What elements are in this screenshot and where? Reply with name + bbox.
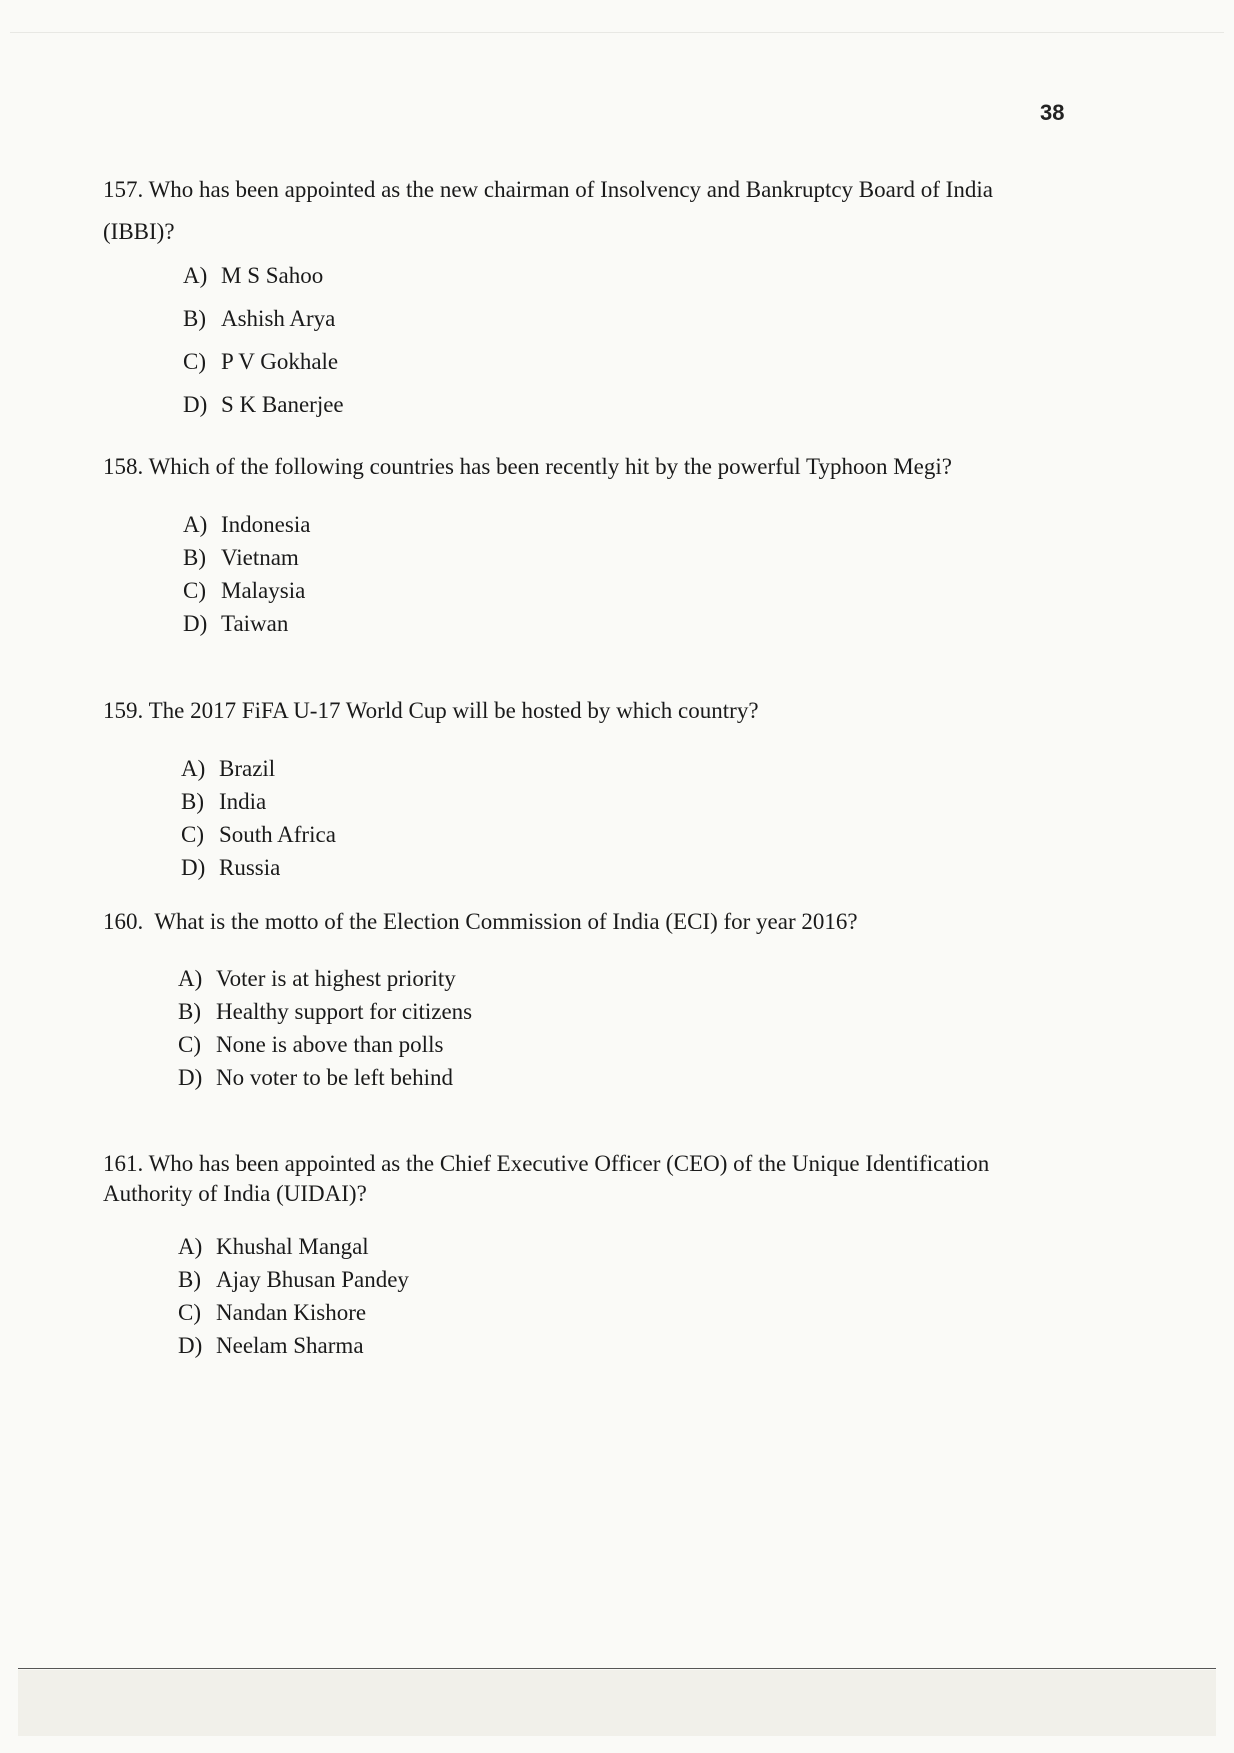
option-text: P V Gokhale	[221, 349, 339, 374]
option-a	[183, 263, 323, 289]
option-b	[181, 789, 266, 815]
option-a	[183, 512, 310, 538]
option-d	[178, 1333, 364, 1359]
option-letter: A)	[178, 1234, 203, 1259]
option-letter: D)	[183, 392, 208, 417]
option-b	[178, 1267, 409, 1293]
option-letter: C)	[178, 1300, 201, 1325]
option-letter: B)	[183, 306, 206, 331]
option-letter: B)	[183, 545, 206, 570]
option-text: Neelam Sharma	[216, 1333, 364, 1358]
option-text: Russia	[219, 855, 281, 880]
option-text: Malaysia	[221, 578, 306, 603]
question-text: 157. Who has been appointed as the new chairman of Insolvency and Bankruptcy Board of India	[103, 177, 993, 202]
option-c	[183, 349, 338, 375]
footer-band	[18, 1670, 1216, 1736]
option-text: Healthy support for citizens	[216, 999, 473, 1024]
question-text-continued: Authority of India (UIDAI)?	[103, 1181, 367, 1206]
option-letter: B)	[181, 789, 204, 814]
option-d	[183, 611, 288, 637]
option-letter: D)	[178, 1333, 203, 1358]
option-text: South Africa	[219, 822, 336, 847]
option-text: Vietnam	[221, 545, 299, 570]
question-text: 161. Who has been appointed as the Chief Executive Officer (CEO) of the Unique Identification	[103, 1151, 990, 1176]
option-d	[183, 392, 344, 418]
option-letter: B)	[178, 999, 201, 1024]
option-a	[181, 756, 275, 782]
option-letter: C)	[181, 822, 204, 847]
option-c	[181, 822, 336, 848]
question-text: 160. What is the motto of the Election Commission of India (ECI) for year 2016?	[103, 909, 858, 934]
option-text: India	[219, 789, 267, 814]
option-letter: B)	[178, 1267, 201, 1292]
option-b	[183, 306, 335, 332]
option-text: Taiwan	[221, 611, 289, 636]
option-text: Voter is at highest priority	[216, 966, 456, 991]
option-text: Khushal Mangal	[216, 1234, 369, 1259]
option-d	[178, 1065, 453, 1091]
option-text: M S Sahoo	[221, 263, 324, 288]
option-text: Ashish Arya	[221, 306, 336, 331]
option-letter: A)	[183, 512, 208, 537]
option-c	[178, 1300, 366, 1326]
option-d	[181, 855, 280, 881]
option-text: None is above than polls	[216, 1032, 444, 1057]
bottom-divider	[18, 1668, 1216, 1669]
option-letter: A)	[178, 966, 203, 991]
question-text: 159. The 2017 FiFA U-17 World Cup will be hosted by which country?	[103, 698, 759, 723]
option-text: Nandan Kishore	[216, 1300, 367, 1325]
question-text-continued: (IBBI)?	[103, 219, 175, 244]
option-text: No voter to be left behind	[216, 1065, 453, 1090]
option-letter: C)	[178, 1032, 201, 1057]
option-letter: D)	[178, 1065, 203, 1090]
option-c	[178, 1032, 443, 1058]
option-text: Ajay Bhusan Pandey	[216, 1267, 409, 1292]
option-text: Brazil	[219, 756, 276, 781]
option-letter: C)	[183, 349, 206, 374]
option-c	[183, 578, 305, 604]
option-a	[178, 1234, 369, 1260]
option-a	[178, 966, 456, 992]
option-text: S K Banerjee	[221, 392, 344, 417]
option-letter: D)	[183, 611, 208, 636]
top-divider	[10, 32, 1224, 33]
option-letter: A)	[183, 263, 208, 288]
option-letter: D)	[181, 855, 206, 880]
page-number: 38	[1040, 100, 1065, 125]
option-letter: A)	[181, 756, 206, 781]
option-b	[183, 545, 299, 571]
question-text: 158. Which of the following countries has been recently hit by the powerful Typhoon Megi?	[103, 454, 952, 479]
option-letter: C)	[183, 578, 206, 603]
option-b	[178, 999, 472, 1025]
option-text: Indonesia	[221, 512, 311, 537]
